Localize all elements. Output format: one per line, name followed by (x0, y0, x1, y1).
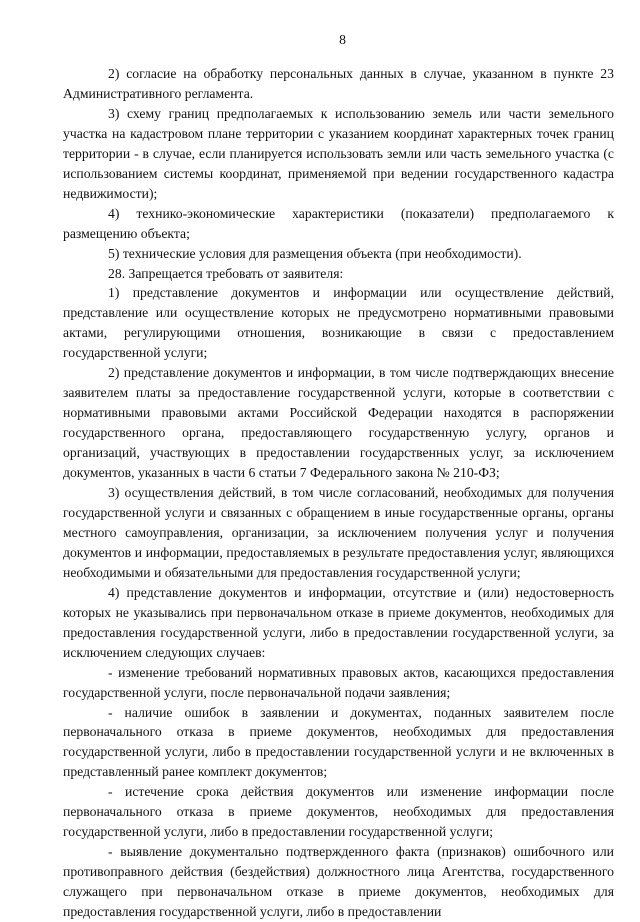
paragraph-exception-requirements-change: - изменение требований нормативных правовых актов, касающихся предоставления государственной услуги, после первоначальной подачи заявления; (63, 664, 614, 700)
paragraph-boundary-scheme: 3) схему границ предполагаемых к использованию земель или части земельного участка на кадастровом плане территории с указанием координат характерных точек границ территории - в случае, если планируется использовать земли или часть земельного участка (с использованием системы координат, применяемой при ведении государственного кадастра недвижимости); (63, 105, 614, 201)
paragraph-technical-economic: 4) технико-экономические характеристики (показатели) предполагаемого к размещению объекта; (63, 205, 614, 241)
paragraph-consent: 2) согласие на обработку персональных данных в случае, указанном в пункте 23 Административного регламента. (63, 66, 614, 101)
paragraph-prohibition-2: 2) представление документов и информации, в том числе подтверждающих внесение заявителем платы за предоставление государственной услуги, которые в соответствии с нормативными правовыми актами Российской Федерации находятся в распоряжении государственного органа, предоставляющего государственную услугу, органов и организаций, участвующих в предоставлении государственных услуг, за исключением документов, указанных в части 6 статьи 7 Федерального закона № 210-ФЗ; (63, 365, 614, 481)
paragraph-exception-wrongful-action: - выявление документально подтвержденного факта (признаков) ошибочного или противоправного действия (бездействия) должностного лица Агентства, государственного служащего при первоначальном отказе в приеме документов, необходимых для предоставления государственной услуги, либо в предоставлении (63, 844, 614, 920)
paragraph-item-28-heading: 28. Запрещается требовать от заявителя: (108, 265, 344, 281)
paragraph-technical-conditions: 5) технические условия для размещения объекта (при необходимости). (108, 245, 522, 261)
paragraph-prohibition-3: 3) осуществления действий, в том числе согласований, необходимых для получения государственной услуги и связанных с обращением в иные государственные органы, органы местного самоуправления, организации, за исключением получения услуг и получения документов и информации, предоставляемых в результате предоставления услуг, являющихся необходимыми и обязательными для предоставления государственной услуги; (63, 485, 614, 580)
paragraph-prohibition-1: 1) представление документов и информации или осуществление действий, представление или осуществление которых не предусмотрено нормативными правовыми актами, регулирующими отношения, возникающие в связи с предоставлением государственной услуги; (63, 285, 614, 361)
page-number: 8 (339, 32, 346, 47)
paragraph-exception-errors: - наличие ошибок в заявлении и документах, поданных заявителем после первоначального отказа в приеме документов, необходимых для предоставления государственной услуги, либо в предоставлении государственной услуги и не включенных в представленный ранее комплект документов; (63, 704, 614, 780)
paragraph-prohibition-4: 4) представление документов и информации, отсутствие и (или) недостоверность которых не указывались при первоначальном отказе в приеме документов, необходимых для предоставления государственной услуги, либо в предоставлении государственной услуги, за исключением следующих случаев: (63, 584, 614, 660)
paragraph-exception-expiry: - истечение срока действия документов или изменение информации после первоначального отказа в приеме документов, необходимых для предоставления государственной услуги, либо в предоставлении государственной услуги; (63, 784, 614, 840)
